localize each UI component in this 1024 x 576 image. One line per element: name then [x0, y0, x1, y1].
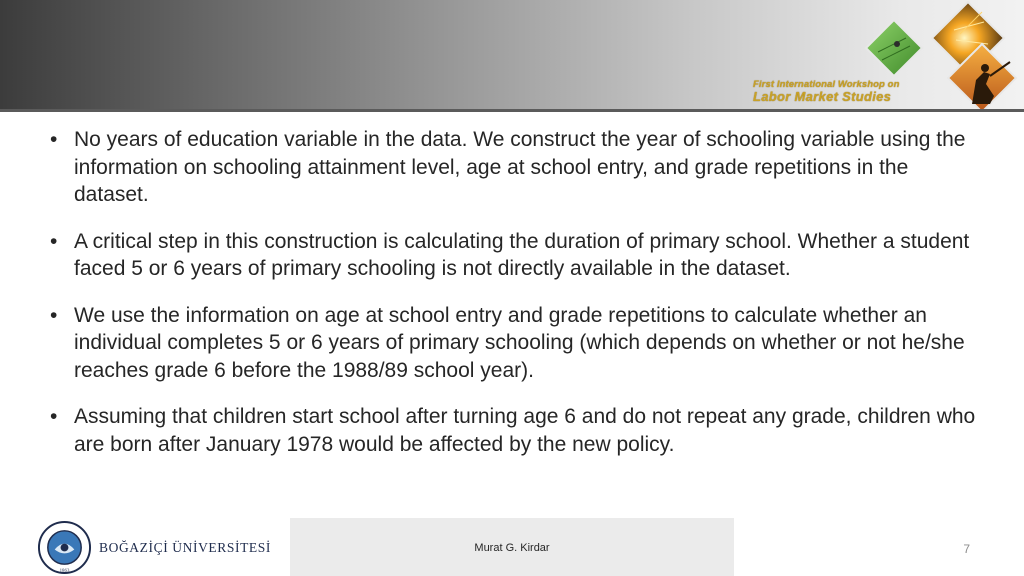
bullet-text: We use the information on age at school entry and grade repetitions to calculate whether an individual completes 5 or 6 years of primary schooling (which depends on whether or not he/she reaches grade 6 before the 1988/89 school year). [74, 303, 965, 382]
header-banner [0, 0, 1024, 112]
bullet-item [46, 403, 981, 458]
bullet-text: Assuming that children start school after turning age 6 and do not repeat any grade, children who are born after January 1978 would be affected by the new policy. [74, 405, 976, 456]
bullet-marker: • [50, 405, 58, 428]
footer-author-box [290, 518, 734, 576]
bullet-text: A critical step in this construction is calculating the duration of primary school. Whether a student faced 5 or 6 years of primary schooling is not directly available in the dataset. [74, 229, 970, 280]
workshop-title [753, 80, 963, 104]
slide-footer [0, 514, 1024, 576]
slide-content [46, 126, 981, 477]
bullet-marker: • [50, 128, 58, 151]
workshop-title-line2: Labor Market Studies [753, 88, 892, 104]
university-seal-year: 1863 [59, 569, 70, 575]
university-seal-icon [37, 520, 92, 575]
university-name: BOĞAZİÇİ ÜNİVERSİTESİ [99, 540, 271, 555]
page-number: 7 [963, 542, 970, 556]
bullet-marker: • [50, 229, 58, 253]
workshop-title-line1: First International Workshop on [753, 79, 900, 90]
bullet-list [46, 126, 981, 458]
bullet-item [46, 228, 981, 283]
bullet-item [46, 302, 981, 385]
bullet-marker: • [50, 303, 58, 327]
footer-author: Murat G. Kirdar [474, 542, 550, 554]
bullet-text: No years of education variable in the data. We construct the year of schooling variable using the information on schooling attainment level, age at school entry, and grade repetitions in the dataset. [74, 128, 966, 206]
bullet-item [46, 126, 981, 209]
